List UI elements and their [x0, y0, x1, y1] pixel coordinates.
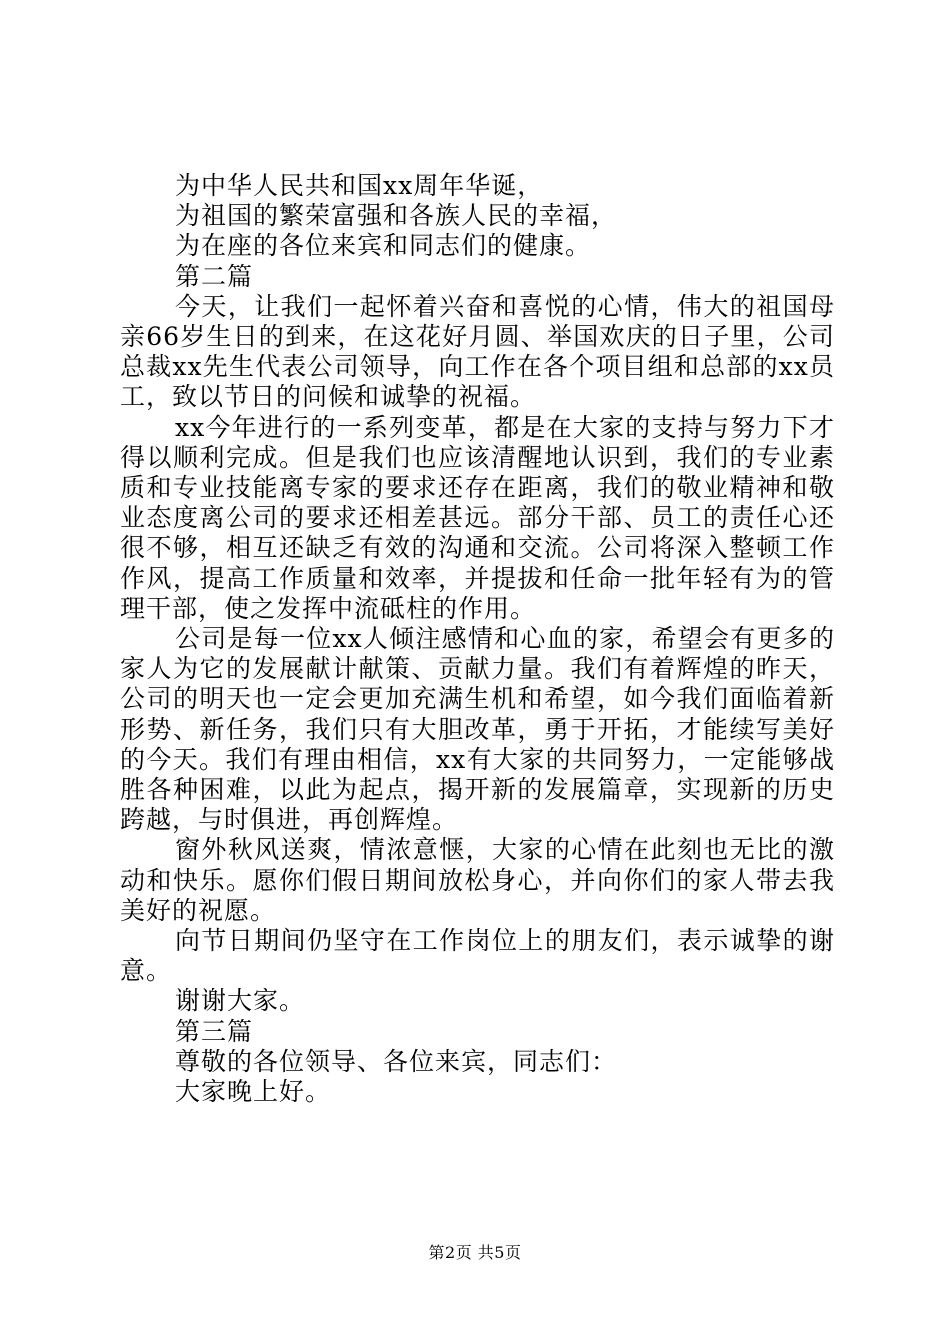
section-heading-part-three: 第三篇	[175, 1016, 254, 1046]
paragraph-toast-health: 为在座的各位来宾和同志们的健康。	[175, 231, 592, 261]
paragraph-thanks-on-duty: 向节日期间仍坚守在工作岗位上的朋友们，表示诚挚的谢意。	[120, 926, 835, 986]
section-heading-part-two: 第二篇	[175, 261, 254, 291]
paragraph-greeting: 今天，让我们一起怀着兴奋和喜悦的心情，伟大的祖国母亲66岁生日的到来，在这花好月圆、举国欢庆的日子里，公司总裁xx先生代表公司领导，向工作在各个项目组和总部的xx员工，致以节日的问候和诚挚的祝福。	[120, 291, 835, 412]
paragraph-company-home: 公司是每一位xx人倾注感情和心血的家，希望会有更多的家人为它的发展献计献策、贡献力量。我们有着辉煌的昨天，公司的明天也一定会更加充满生机和希望，如今我们面临着新形势、新任务，我们只有大胆改革，勇于开拓，才能续写美好的今天。我们有理由相信，xx有大家的共同努力，一定能够战胜各种困难，以此为起点，揭开新的发展篇章，实现新的历史跨越，与时俱进，再创辉煌。	[120, 624, 835, 835]
document-body	[120, 171, 835, 1107]
page-number-footer: 第2页 共5页	[428, 1243, 522, 1262]
paragraph-thank-you: 谢谢大家。	[175, 986, 306, 1016]
paragraph-toast-prosperity: 为祖国的繁荣富强和各族人民的幸福，	[175, 201, 618, 231]
paragraph-reform: xx今年进行的一系列变革，都是在大家的支持与努力下才得以顺利完成。但是我们也应该清醒地认识到，我们的专业素质和专业技能离专家的要求还存在距离，我们的敬业精神和敬业态度离公司的要求还相差甚远。部分干部、员工的责任心还很不够，相互还缺乏有效的沟通和交流。公司将深入整顿工作作风，提高工作质量和效率，并提拔和任命一批年轻有为的管理干部，使之发挥中流砥柱的作用。	[120, 412, 835, 623]
paragraph-toast-anniversary: 为中华人民共和国xx周年华诞，	[175, 171, 544, 200]
paragraph-autumn-wishes: 窗外秋风送爽，情浓意惬，大家的心情在此刻也无比的激动和快乐。愿你们假日期间放松身心，并向你们的家人带去我美好的祝愿。	[120, 835, 835, 925]
paragraph-salutation: 尊敬的各位领导、各位来宾，同志们：	[175, 1046, 618, 1076]
paragraph-good-evening: 大家晚上好。	[175, 1077, 332, 1107]
